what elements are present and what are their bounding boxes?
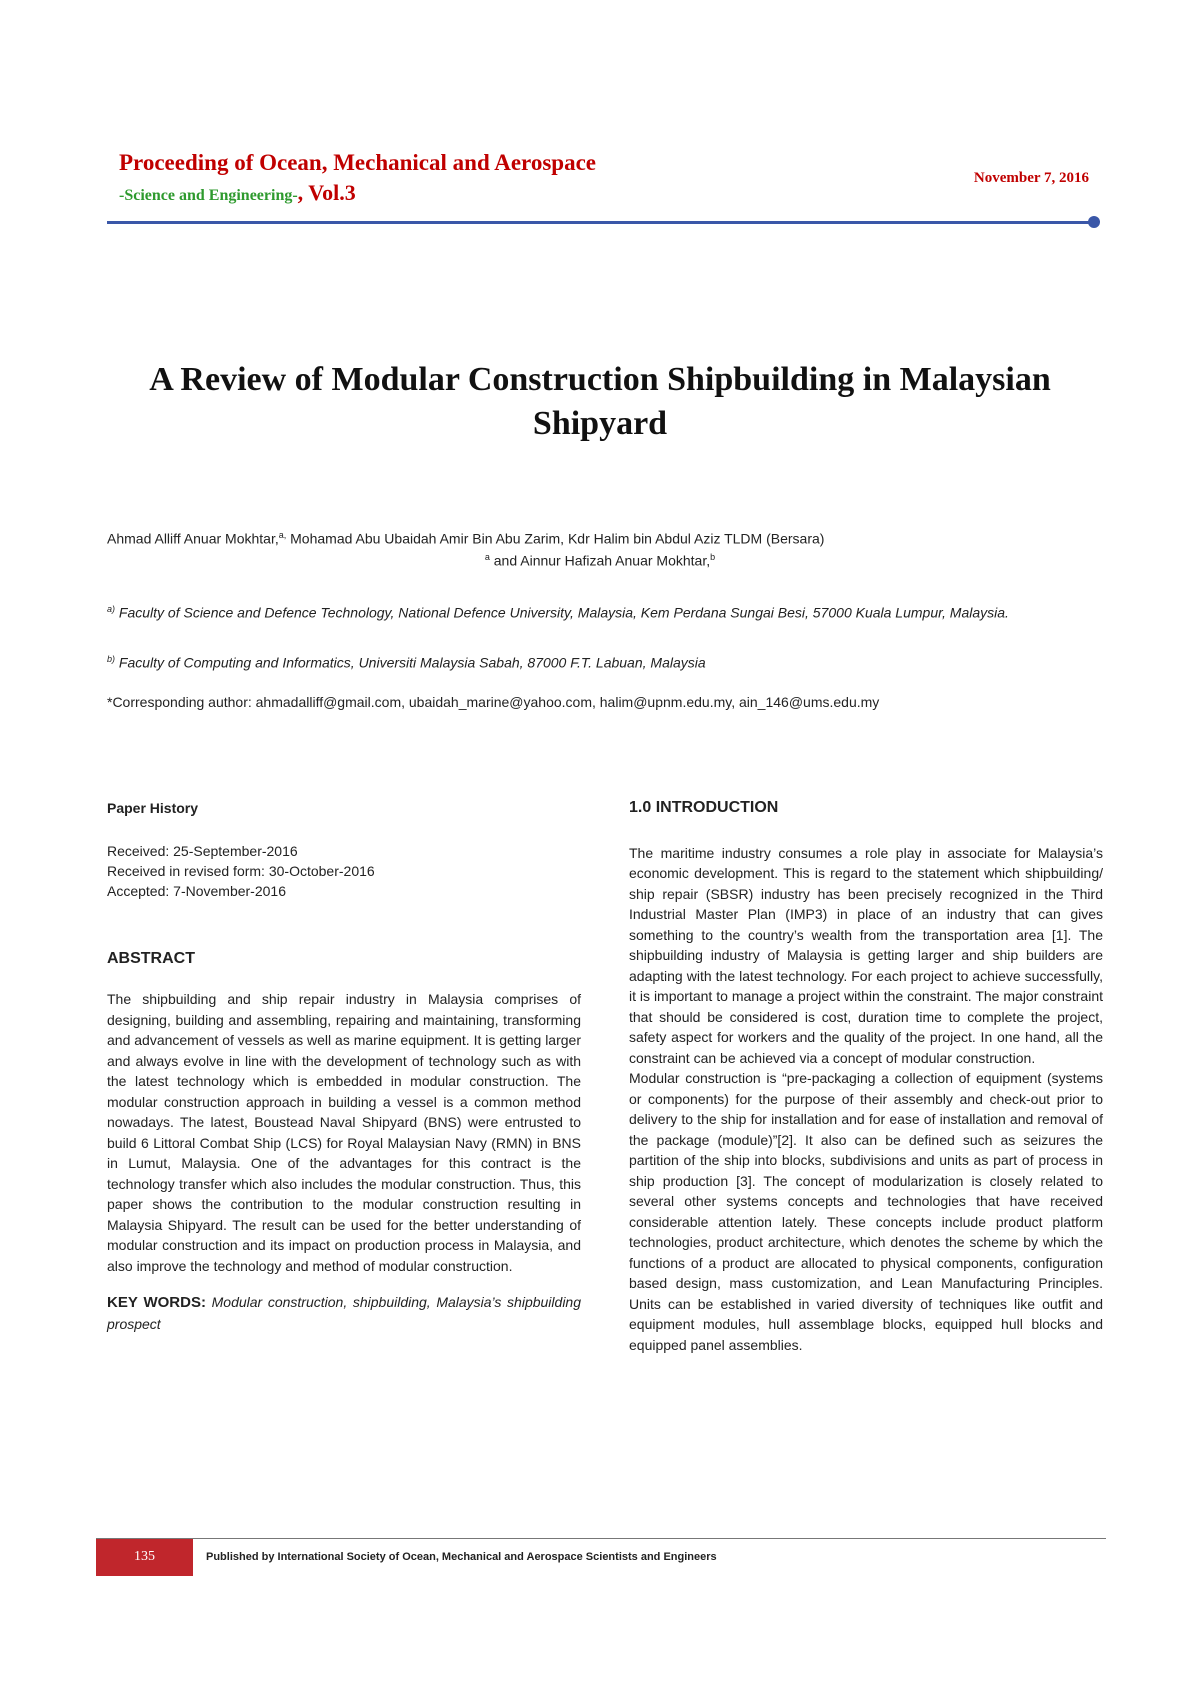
left-column: [107, 798, 581, 1334]
affiliation-b: [107, 648, 1097, 674]
affiliation-a: [107, 598, 1097, 624]
abstract-heading: ABSTRACT: [107, 949, 195, 967]
keywords-text: Modular construction, shipbuilding, Malaysia’s shipbuilding prospect: [107, 1294, 581, 1332]
author-1-affiliation-mark: a,: [278, 530, 287, 540]
author-3-affiliation-mark: a: [484, 552, 490, 562]
revised-date: Received in revised form: 30-October-2016: [107, 862, 375, 879]
paper-history: [107, 841, 581, 901]
journal-subtitle: [119, 180, 356, 206]
authors-line-1: [107, 530, 824, 547]
author-4-affiliation-mark: b: [710, 552, 716, 562]
header-divider: [107, 221, 1095, 224]
accepted-date: Accepted: 7-November-2016: [107, 882, 286, 899]
authors-rest: Mohamad Abu Ubaidah Amir Bin Abu Zarim, Kdr Halim bin Abdul Aziz TLDM (Bersara): [286, 530, 825, 547]
introduction-paragraph-2: Modular construction is “pre-packaging a collection of equipment (systems or components) for the purpose of their assembly and check-out prior to delivery to the ship for installation and for ease of installation and removal of the package (module)”[2]. It also can be defined such as seizures the partition of the ship into blocks, subdivisions and units as part of process in ship production [3]. The concept of modularization is closely related to several other systems concepts and technologies that have received considerable attention lately. These concepts include product platform technologies, product architecture, which denotes the scheme by which the functions of a product are allocated to physical components, configuration based design, mass customization, and Lean Manufacturing Principles. Units can be established in varied diversity of techniques like outfit and equipment modules, hull assemblage blocks, equipped hull blocks and equipped panel assemblies.: [629, 1070, 1103, 1353]
keywords-label: KEY WORDS:: [107, 1294, 206, 1311]
authors-line-2: [0, 552, 1200, 569]
page-number: 135: [134, 1549, 155, 1564]
paper-title: A Review of Modular Construction Shipbuilding in Malaysian Shipyard: [149, 361, 1051, 442]
introduction-paragraph-1: The maritime industry consumes a role play in associate for Malaysia’s economic development. This is regard to the statement which shipbuilding/ ship repair (SBSR) industry has been precisely recognized in the Third Industrial Master Plan (IMP3) in place of an industry that can gives something to the country’s wealth from the transportation area [1]. The shipbuilding industry of Malaysia is getting larger and ship builders are adapting with the latest technology. For each project to achieve successfully, it is important to manage a project within the constraint. The major constraint that should be considered is cost, duration time to complete the project, safety aspect for workers and the quality of the project. In one hand, all the constraint can be achieved via a concept of modular construction.: [629, 844, 1103, 1066]
author-4: and Ainnur Hafizah Anuar Mokhtar,: [489, 552, 711, 569]
header-divider-dot: [1088, 216, 1100, 228]
affiliation-a-text: Faculty of Science and Defence Technology, National Defence University, Malaysia, Kem Perdana Sungai Besi, 57000 Kuala Lumpur, Malaysia.: [115, 604, 1009, 621]
publisher-note: Published by International Society of Ocean, Mechanical and Aerospace Scientists and Engineers: [206, 1551, 717, 1563]
abstract-text: The shipbuilding and ship repair industry in Malaysia comprises of designing, building and assembling, repairing and maintaining, transforming and advancement of vessels as well as marine equipment. It is getting larger and always evolve in line with the development of technology such as with the latest technology which is embedded in modular construction. The modular construction approach in building a vessel is a common method nowadays. The latest, Boustead Naval Shipyard (BNS) were entrusted to build 6 Littoral Combat Ship (LCS) for Royal Malaysian Navy (RMN) in BNS in Lumut, Malaysia. One of the advantages for this contract is the technology transfer which also includes the modular construction. Thus, this paper shows the contribution to the modular construction resulting in Malaysia Shipyard. The result can be used for the better understanding of modular construction and its impact on production process in Malaysia, and also improve the technology and method of modular construction.: [107, 991, 581, 1274]
introduction-heading: 1.0 INTRODUCTION: [629, 799, 779, 816]
publication-date: November 7, 2016: [973, 170, 1089, 186]
right-column: [629, 798, 1103, 1355]
author-1: Ahmad Alliff Anuar Mokhtar,: [107, 530, 279, 547]
journal-volume: , Vol.3: [297, 180, 356, 205]
paper-history-heading: Paper History: [107, 800, 199, 816]
affiliation-b-text: Faculty of Computing and Informatics, Universiti Malaysia Sabah, 87000 F.T. Labuan, Malaysia: [115, 654, 706, 671]
journal-name: Proceeding of Ocean, Mechanical and Aerospace: [119, 150, 596, 175]
received-date: Received: 25-September-2016: [107, 842, 298, 859]
keywords: [107, 1292, 581, 1334]
affiliation-a-mark: a): [107, 604, 116, 614]
footer-divider: [96, 1538, 1106, 1539]
affiliation-b-mark: b): [107, 654, 116, 664]
journal-subtitle-science: -Science and Engineering-: [119, 187, 298, 204]
corresponding-author: *Corresponding author: ahmadalliff@gmail.com, ubaidah_marine@yahoo.com, halim@upnm.edu.my, ain_146@ums.edu.my: [107, 694, 880, 710]
